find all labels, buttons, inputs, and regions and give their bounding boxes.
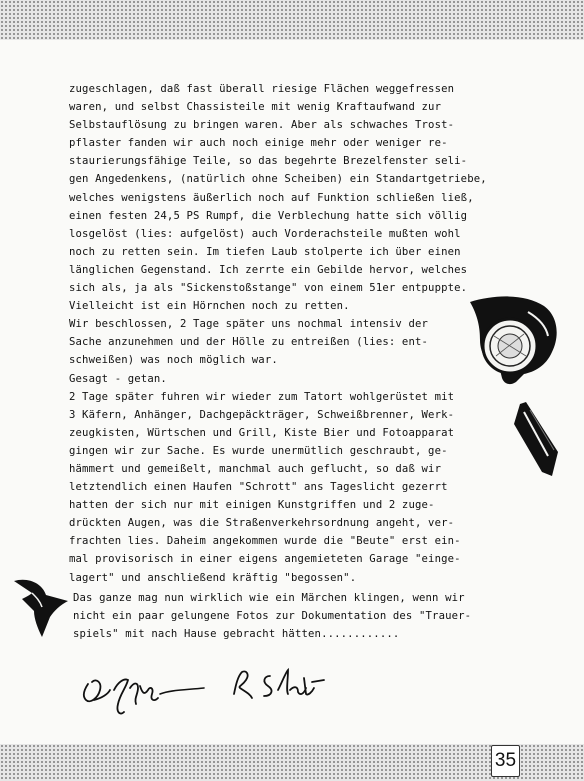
text-line: drückten Augen, was die Straßenverkehrsordnung angeht, ver-	[69, 517, 455, 530]
closing-line: Das ganze mag nun wirklich wie ein Märchen klingen, wenn wir	[73, 592, 465, 604]
page-number: 35	[491, 745, 520, 777]
text-line: Wir beschlossen, 2 Tage später uns nochmal intensiv der	[69, 318, 429, 331]
top-halftone-band	[0, 0, 584, 40]
closing-line: spiels" mit nach Hause gebracht hätten............	[73, 628, 400, 641]
car-part-fragment	[512, 402, 560, 478]
text-line: noch zu retten sein. Im tiefen Laub stolperte ich über einen	[69, 245, 461, 258]
text-line: welches wenigstens äußerlich noch auf Funktion schließen ließ,	[69, 191, 474, 204]
text-line: staurierungsfähige Teile, so das begehrte Brezelfenster seli-	[69, 155, 468, 168]
text-line: lagert" und anschließend kräftig "begossen".	[69, 571, 357, 584]
text-line: waren, und selbst Chassisteile mit wenig Kraftaufwand zur	[69, 101, 442, 114]
text-line: gen Angedenkens, (natürlich ohne Scheiben) ein Standartgetriebe,	[69, 173, 487, 186]
text-line: sich als, ja als "Sickenstoßstange" von einem 51er entpuppte.	[69, 282, 468, 295]
headlight-illustration	[466, 292, 562, 392]
text-line: pflaster fanden wir auch noch einige mehr oder weniger re-	[69, 137, 448, 150]
text-line: letztendlich einen Haufen "Schrott" ans Tageslicht gezerrt	[69, 481, 448, 494]
text-line: frachten lies. Daheim angekommen wurde die "Beute" erst ein-	[69, 535, 461, 548]
text-line: zugeschlagen, daß fast überall riesige Flächen weggefressen	[69, 83, 455, 95]
closing-paragraph	[73, 589, 513, 643]
text-line: 2 Tage später fuhren wir wieder zum Tatort wohlgerüstet mit	[69, 390, 455, 403]
text-line: zeugkisten, Würtschen und Grill, Kiste Bier und Fotoapparat	[69, 426, 455, 439]
text-line: mal provisorisch in einer eigens angemieteten Garage "einge-	[69, 553, 461, 566]
text-line: Selbstauflösung zu bringen waren. Aber als schwaches Trost-	[69, 119, 455, 132]
text-line: Vielleicht ist ein Hörnchen noch zu retten.	[69, 300, 350, 313]
ornament-illustration	[12, 577, 72, 639]
signature-right	[228, 664, 338, 708]
text-line: Sache anzunehmen und der Hölle zu entreißen (lies: ent-	[69, 336, 429, 349]
text-line: losgelöst (lies: aufgelöst) auch Vorderachsteile mußten wohl	[69, 227, 461, 240]
text-line: einen festen 24,5 PS Rumpf, die Verblechung hatte sich völlig	[69, 209, 468, 222]
text-line: hämmert und gemeißelt, manchmal auch geflucht, so daß wir	[69, 462, 442, 475]
closing-line: nicht ein paar gelungene Fotos zur Dokumentation des "Trauer-	[73, 610, 472, 623]
text-line: schweißen) was noch möglich war.	[69, 354, 278, 367]
text-line: hatten der sich nur mit einigen Kunstgriffen und 2 zuge-	[69, 499, 435, 512]
signature-left	[80, 660, 210, 720]
body-text	[69, 80, 499, 587]
text-line: Gesagt - getan.	[69, 372, 167, 385]
text-line: länglichen Gegenstand. Ich zerrte ein Gebilde hervor, welches	[69, 263, 468, 276]
text-line: 3 Käfern, Anhänger, Dachgepäckträger, Schweißbrenner, Werk-	[69, 408, 455, 421]
text-line: gingen wir zur Sache. Es wurde unermütlich geschraubt, ge-	[69, 444, 448, 457]
